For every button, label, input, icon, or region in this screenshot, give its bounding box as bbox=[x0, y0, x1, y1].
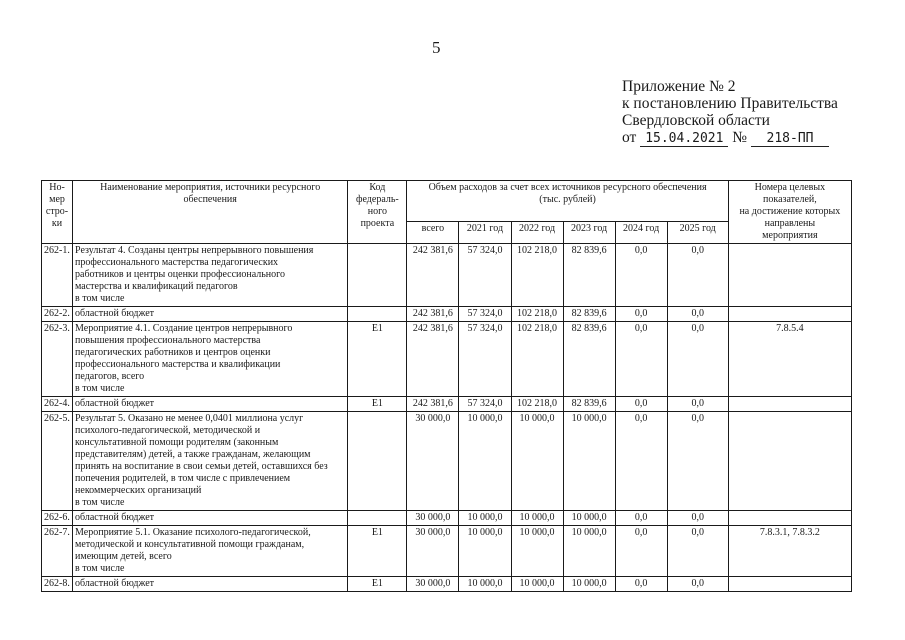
row-code bbox=[348, 244, 407, 307]
row-indicators bbox=[728, 397, 851, 412]
row-2024: 0,0 bbox=[615, 244, 667, 307]
row-2025: 0,0 bbox=[667, 577, 728, 592]
page-number: 5 bbox=[432, 38, 441, 57]
row-name: Результат 5. Оказано не менее 0,0401 миллиона услуг психолого-педагогической, методической и консультативной помощи родителям (законным представителям) детей, а также гражданам, желающим принять на воспитание в свои семьи детей, оставшихся без попечения родителей, в том числе с привлечением некоммерческих организаций в том числе bbox=[73, 412, 348, 511]
row-2021: 10 000,0 bbox=[459, 577, 511, 592]
row-2022: 10 000,0 bbox=[511, 526, 563, 577]
appendix-title: Приложение № 2 bbox=[622, 78, 736, 95]
number-prefix: № bbox=[732, 129, 747, 146]
table-row bbox=[42, 307, 852, 322]
row-2022: 102 218,0 bbox=[511, 397, 563, 412]
row-2025: 0,0 bbox=[667, 307, 728, 322]
row-code: E1 bbox=[348, 577, 407, 592]
row-2021: 10 000,0 bbox=[459, 412, 511, 511]
row-2021: 57 324,0 bbox=[459, 307, 511, 322]
appendix-line-2: к постановлению Правительства bbox=[622, 95, 838, 112]
row-name: Мероприятие 5.1. Оказание психолого-педагогической, методической и консультативной помощи гражданам, имеющим детей, всего в том числе bbox=[73, 526, 348, 577]
row-2024: 0,0 bbox=[615, 397, 667, 412]
row-2024: 0,0 bbox=[615, 322, 667, 397]
row-number: 262-2. bbox=[42, 307, 73, 322]
row-2022: 10 000,0 bbox=[511, 511, 563, 526]
decree-number: 218-ПП bbox=[751, 132, 829, 147]
row-2021: 57 324,0 bbox=[459, 322, 511, 397]
row-number: 262-8. bbox=[42, 577, 73, 592]
header-total: всего bbox=[407, 221, 459, 244]
header-2024: 2024 год bbox=[615, 221, 667, 244]
row-2025: 0,0 bbox=[667, 322, 728, 397]
row-2022: 10 000,0 bbox=[511, 412, 563, 511]
row-name: областной бюджет bbox=[73, 307, 348, 322]
header-name: Наименование мероприятия, источники ресурсного обеспечения bbox=[73, 181, 348, 244]
table-row bbox=[42, 577, 852, 592]
row-code bbox=[348, 412, 407, 511]
row-2023: 10 000,0 bbox=[563, 526, 615, 577]
row-2025: 0,0 bbox=[667, 526, 728, 577]
row-number: 262-5. bbox=[42, 412, 73, 511]
row-2022: 102 218,0 bbox=[511, 307, 563, 322]
row-total: 242 381,6 bbox=[407, 322, 459, 397]
row-2021: 10 000,0 bbox=[459, 511, 511, 526]
row-2023: 82 839,6 bbox=[563, 307, 615, 322]
header-row-number: Но- мер стро- ки bbox=[42, 181, 73, 244]
row-2023: 10 000,0 bbox=[563, 577, 615, 592]
decree-date: 15.04.2021 bbox=[640, 132, 728, 147]
row-name: Мероприятие 4.1. Создание центров непрерывного повышения профессионального мастерства педагогических работников и центров оценки профессионального мастерства и квалификации педагогов, всего в том числе bbox=[73, 322, 348, 397]
row-2023: 82 839,6 bbox=[563, 244, 615, 307]
table-row bbox=[42, 412, 852, 511]
row-number: 262-3. bbox=[42, 322, 73, 397]
row-2025: 0,0 bbox=[667, 397, 728, 412]
header-2025: 2025 год bbox=[667, 221, 728, 244]
row-2024: 0,0 bbox=[615, 307, 667, 322]
date-prefix: от bbox=[622, 129, 637, 146]
row-indicators bbox=[728, 511, 851, 526]
row-total: 30 000,0 bbox=[407, 526, 459, 577]
table-row bbox=[42, 511, 852, 526]
row-2021: 57 324,0 bbox=[459, 397, 511, 412]
row-2022: 102 218,0 bbox=[511, 322, 563, 397]
row-2024: 0,0 bbox=[615, 577, 667, 592]
row-number: 262-1. bbox=[42, 244, 73, 307]
row-2021: 57 324,0 bbox=[459, 244, 511, 307]
row-number: 262-7. bbox=[42, 526, 73, 577]
header-code: Код федераль- ного проекта bbox=[348, 181, 407, 244]
header-indicators: Номера целевых показателей, на достижение которых направлены мероприятия bbox=[728, 181, 851, 244]
header-volume: Объем расходов за счет всех источников ресурсного обеспечения (тыс. рублей) bbox=[407, 181, 728, 222]
row-2023: 82 839,6 bbox=[563, 322, 615, 397]
header-2022: 2022 год bbox=[511, 221, 563, 244]
row-total: 30 000,0 bbox=[407, 412, 459, 511]
row-number: 262-6. bbox=[42, 511, 73, 526]
row-code bbox=[348, 307, 407, 322]
row-name: областной бюджет bbox=[73, 397, 348, 412]
row-2025: 0,0 bbox=[667, 244, 728, 307]
row-code: E1 bbox=[348, 397, 407, 412]
row-total: 30 000,0 bbox=[407, 511, 459, 526]
appendix-date-line bbox=[622, 129, 838, 147]
row-2022: 102 218,0 bbox=[511, 244, 563, 307]
appendix-header bbox=[622, 78, 838, 147]
row-2024: 0,0 bbox=[615, 526, 667, 577]
row-total: 242 381,6 bbox=[407, 244, 459, 307]
row-2023: 82 839,6 bbox=[563, 397, 615, 412]
row-total: 242 381,6 bbox=[407, 397, 459, 412]
row-indicators: 7.8.5.4 bbox=[728, 322, 851, 397]
table-row bbox=[42, 244, 852, 307]
row-2025: 0,0 bbox=[667, 511, 728, 526]
row-indicators bbox=[728, 577, 851, 592]
row-2022: 10 000,0 bbox=[511, 577, 563, 592]
row-name: областной бюджет bbox=[73, 511, 348, 526]
row-2023: 10 000,0 bbox=[563, 412, 615, 511]
header-2023: 2023 год bbox=[563, 221, 615, 244]
row-2025: 0,0 bbox=[667, 412, 728, 511]
row-2023: 10 000,0 bbox=[563, 511, 615, 526]
header-2021: 2021 год bbox=[459, 221, 511, 244]
row-2021: 10 000,0 bbox=[459, 526, 511, 577]
table-row bbox=[42, 397, 852, 412]
row-indicators bbox=[728, 307, 851, 322]
table-row bbox=[42, 526, 852, 577]
row-number: 262-4. bbox=[42, 397, 73, 412]
table-row bbox=[42, 322, 852, 397]
row-indicators bbox=[728, 412, 851, 511]
row-2024: 0,0 bbox=[615, 412, 667, 511]
row-name: областной бюджет bbox=[73, 577, 348, 592]
row-indicators: 7.8.3.1, 7.8.3.2 bbox=[728, 526, 851, 577]
row-2024: 0,0 bbox=[615, 511, 667, 526]
row-code bbox=[348, 511, 407, 526]
row-total: 242 381,6 bbox=[407, 307, 459, 322]
row-name: Результат 4. Созданы центры непрерывного повышения профессионального мастерства педагогических работников и центры оценки профессионального мастерства и квалификаций педагогов в том числе bbox=[73, 244, 348, 307]
appendix-line-3: Свердловской области bbox=[622, 112, 770, 129]
table-header-row bbox=[42, 181, 852, 222]
row-indicators bbox=[728, 244, 851, 307]
row-code: E1 bbox=[348, 526, 407, 577]
row-code: E1 bbox=[348, 322, 407, 397]
row-total: 30 000,0 bbox=[407, 577, 459, 592]
expenses-table bbox=[41, 180, 852, 592]
